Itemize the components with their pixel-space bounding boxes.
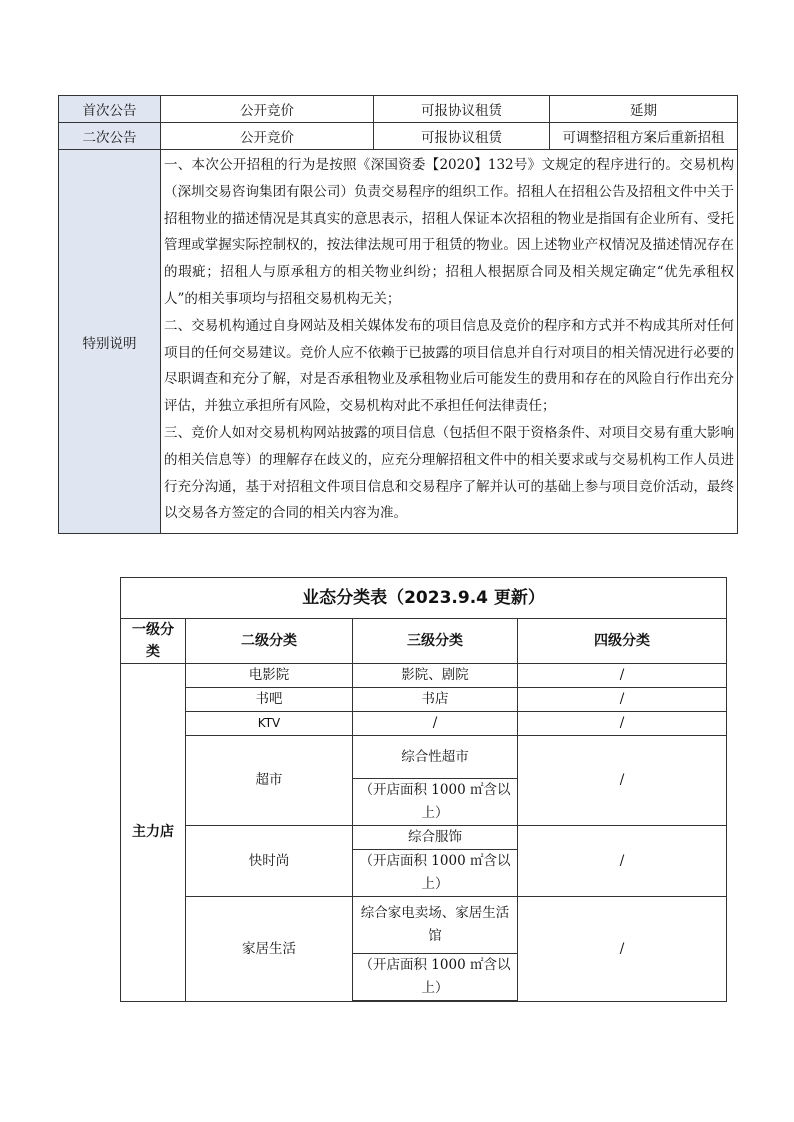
special-notes-label: 特别说明 (59, 150, 161, 534)
note-paragraph: 三、竞价人如对交易机构网站披露的项目信息（包括但不限于资格条件、对项目交易有重大影响的相关信息等）的理解存在歧义的，应充分理解招租文件中的相关要求或与交易机构工作人员进行充分沟通，基于对招租文件项目信息和交易程序了解并认可的基础上参与项目竞价活动，最终以交易各方签定的合同的相关内容为准。 (164, 424, 734, 522)
special-notes-row (59, 150, 738, 534)
cell: 超市 (186, 736, 353, 826)
table-row (121, 897, 727, 954)
cell: 影院、剧院 (353, 664, 518, 688)
header-level2: 二级分类 (186, 619, 353, 664)
cell: 可报协议租赁 (374, 123, 550, 150)
cell: KTV (186, 712, 353, 736)
row-label-second: 二次公告 (59, 123, 161, 150)
cell: 综合服饰 (353, 826, 518, 850)
cell: / (518, 712, 727, 736)
row-label-first: 首次公告 (59, 96, 161, 123)
note-paragraph: 二、交易机构通过自身网站及相关媒体发布的项目信息及竞价的程序和方式并不构成其所对任何项目的任何交易建议。竞价人应不依赖于已披露的项目信息并自行对项目的相关情况进行必要的尽职调查和充分了解，对是否承租物业及承租物业后可能发生的费用和存在的风险自行作出充分评估，并独立承担所有风险，交易机构对此不承担任何法律责任； (164, 317, 734, 415)
cell: 书店 (353, 688, 518, 712)
cell: 综合家电卖场、家居生活馆 (353, 897, 518, 954)
cell: 公开竞价 (161, 96, 374, 123)
header-row (121, 619, 727, 664)
cell: 公开竞价 (161, 123, 374, 150)
level1-main-store: 主力店 (121, 664, 186, 1002)
special-notes-text (161, 150, 738, 534)
cell: 电影院 (186, 664, 353, 688)
cell: / (518, 826, 727, 897)
format-classification-table (120, 577, 727, 1002)
cell: 快时尚 (186, 826, 353, 897)
table-row (121, 826, 727, 850)
cell: / (518, 688, 727, 712)
cell: 可报协议租赁 (374, 96, 550, 123)
header-level3: 三级分类 (353, 619, 518, 664)
header-level4: 四级分类 (518, 619, 727, 664)
cell: / (518, 897, 727, 1002)
cell: / (518, 736, 727, 826)
announcement-table (58, 95, 738, 534)
table-row (121, 688, 727, 712)
table-row (59, 123, 738, 150)
table-title: 业态分类表（2023.9.4 更新） (121, 578, 727, 619)
cell: / (518, 664, 727, 688)
cell: 综合性超市 (353, 736, 518, 779)
table-row (59, 96, 738, 123)
cell: （开店面积 1000 ㎡含以上） (353, 850, 518, 897)
note-paragraph: 一、本次公开招租的行为是按照《深国资委【2020】132号》文规定的程序进行的。交易机构（深圳交易咨询集团有限公司）负责交易程序的组织工作。招租人在招租公告及招租文件中关于招租物业的描述情况是其真实的意思表示，招租人保证本次招租的物业是指国有企业所有、受托管理或掌握实际控制权的，按法律法规可用于租赁的物业。因上述物业产权情况及描述情况存在的瑕疵；招租人与原承租方的相关物业纠纷；招租人根据原合同及相关规定确定“优先承租权人”的相关事项均与招租交易机构无关； (164, 157, 734, 307)
cell: （开店面积 1000 ㎡含以上） (353, 954, 518, 1001)
table-row (121, 736, 727, 779)
header-level1: 一级分类 (121, 619, 186, 664)
cell: 书吧 (186, 688, 353, 712)
cell: 延期 (550, 96, 738, 123)
cell: 家居生活 (186, 897, 353, 1002)
cell: 可调整招租方案后重新招租 (550, 123, 738, 150)
cell: / (353, 712, 518, 736)
table-row (121, 712, 727, 736)
cell: （开店面积 1000 ㎡含以上） (353, 779, 518, 826)
table-row (121, 664, 727, 688)
